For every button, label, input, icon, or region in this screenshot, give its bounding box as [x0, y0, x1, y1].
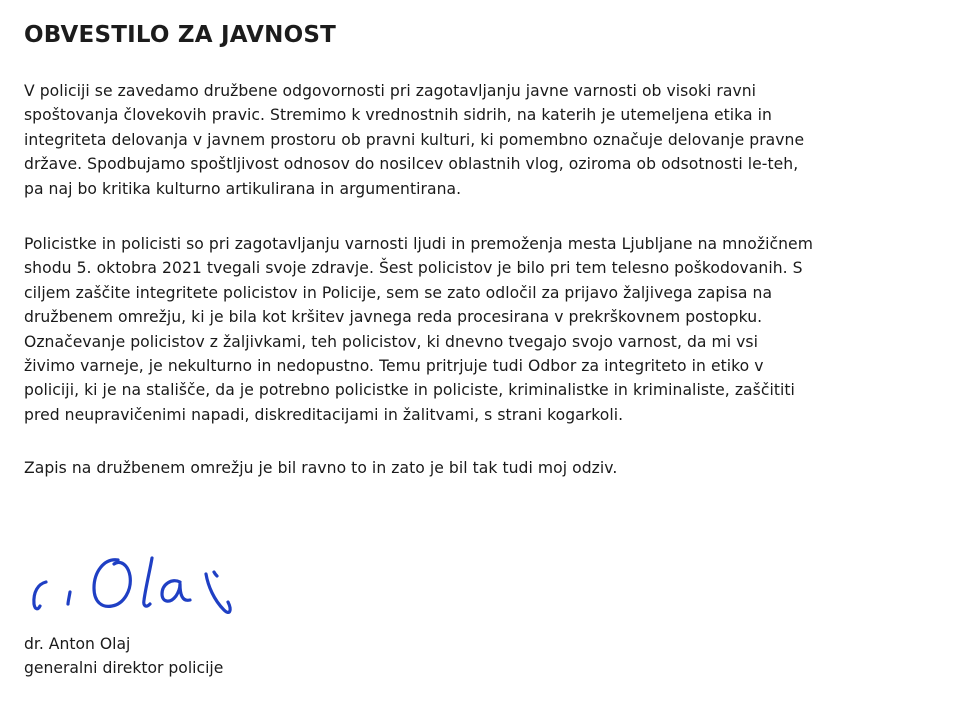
signatory-role: generalni direktor policije	[24, 659, 224, 677]
signature-stroke-j	[206, 574, 230, 612]
signature-stroke-a	[162, 581, 190, 601]
paragraph-intro: V policiji se zavedamo družbene odgovornosti pri zagotavljanju javne varnosti ob visoki ravni spoštovanja človekovih pravic. Stremimo k vrednostnih sidrih, na katerih je utemeljena etika in integriteta delovanja v javnem prostoru ob pravni kulturi, ki pomembno označuje delovanje pravne države. Spodbujamo spoštljivost odnosov do nosilcev oblastnih vlog, oziroma ob odsotnosti le-teh, pa naj bo kritika kulturno artikulirana in argumentirana.	[24, 82, 805, 198]
signature-stroke-l	[144, 558, 152, 606]
signature-stroke-dot	[68, 592, 70, 604]
signature-stroke-o	[94, 560, 130, 607]
handwritten-signature	[24, 552, 264, 624]
signature-stroke-initial	[34, 582, 46, 609]
document-title: OBVESTILO ZA JAVNOST	[24, 22, 337, 48]
signature-stroke-j-dot	[214, 572, 217, 576]
paragraph-incident: Policistke in policisti so pri zagotavljanju varnosti ljudi in premoženja mesta Ljubljane na množičnem shodu 5. oktobra 2021 tvegali svoje zdravje. Šest policistov je bilo pri tem telesno poškodovanih. S ciljem zaščite integritete policistov in Policije, sem se zato odločil za prijavo žaljivega zapisa na družbenem omrežju, ki je bila kot kršitev javnega reda procesirana v prekrškovnem postopku. Označevanje policistov z žaljivkami, teh policistov, ki dnevno tvegajo svojo varnost, da mi vsi živimo varneje, je nekulturno in nedopustno. Temu pritrjuje tudi Odbor za integriteto in etiko v policiji, ki je na stališče, da je potrebno policistke in policiste, kriminalistke in kriminaliste, zaščititi pred neupravičenimi napadi, diskreditacijami in žalitvami, s strani kogarkoli.	[24, 235, 813, 424]
paragraph-conclusion: Zapis na družbenem omrežju je bil ravno to in zato je bil tak tudi moj odziv.	[24, 459, 618, 477]
signatory-name: dr. Anton Olaj	[24, 635, 131, 653]
